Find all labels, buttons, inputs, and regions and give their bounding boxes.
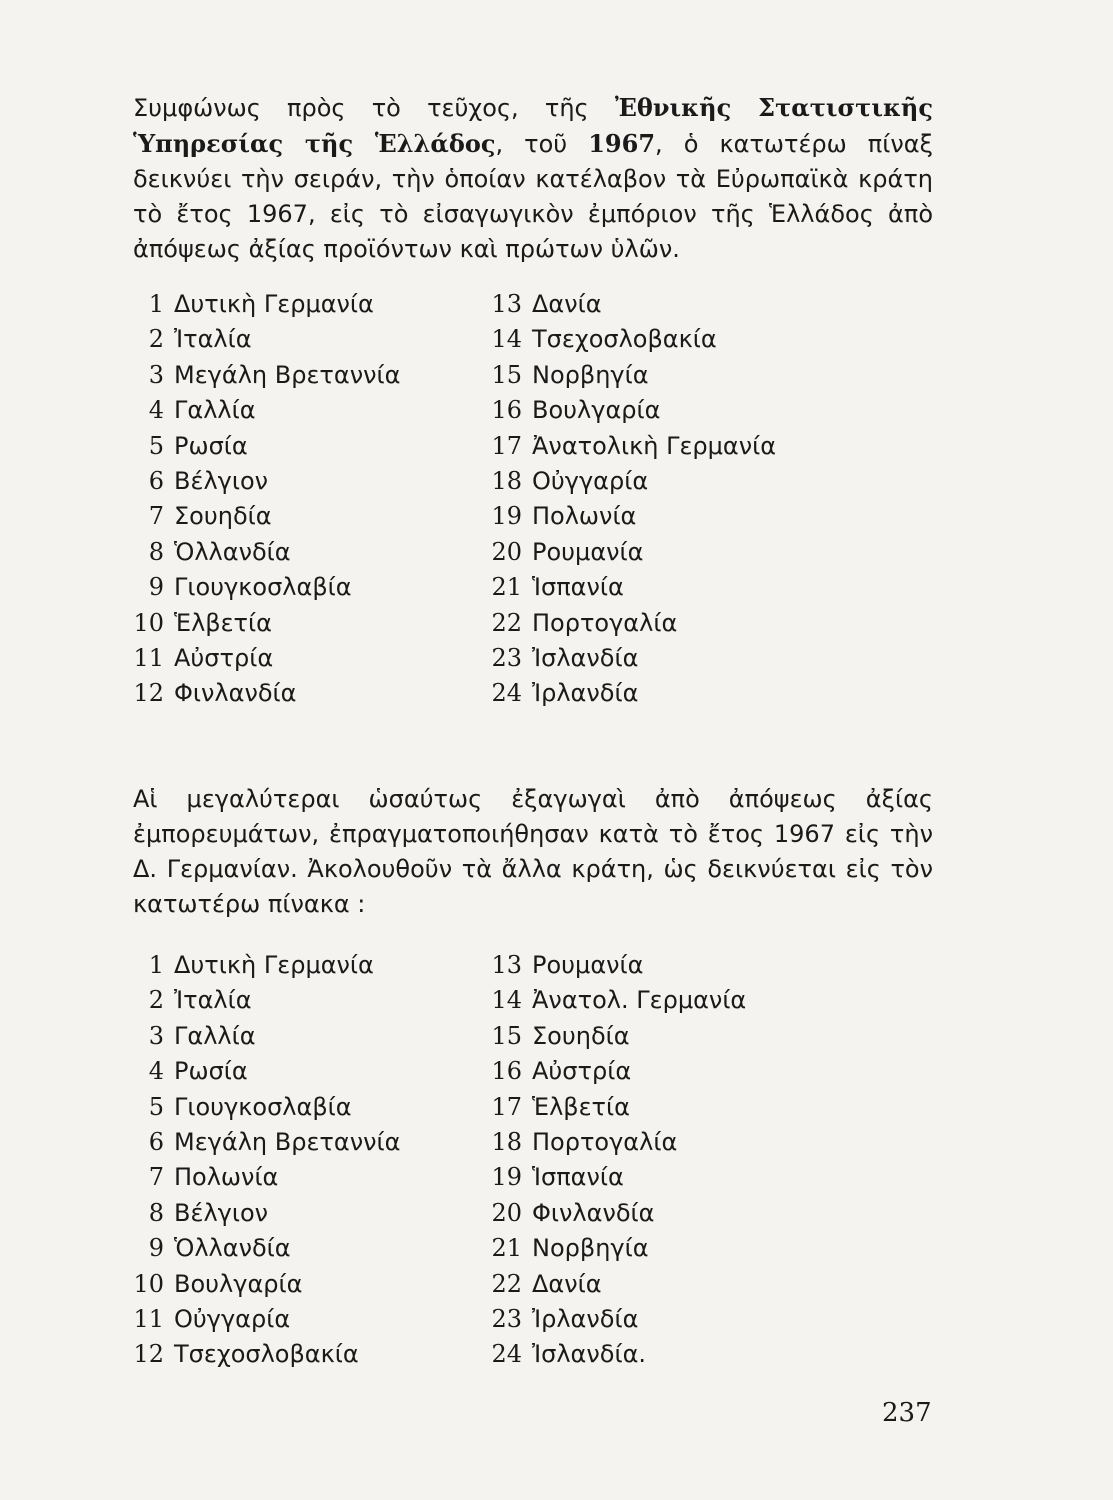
- rank-number: 9: [148, 573, 164, 602]
- country-name: Γαλλία: [174, 1021, 256, 1050]
- rank-number: 12: [133, 1340, 164, 1369]
- rank-number: 16: [491, 1057, 522, 1086]
- list-item: [128, 570, 400, 605]
- country-name: Πολωνία: [532, 502, 637, 531]
- country-name: Δυτικὴ Γερμανία: [174, 951, 374, 979]
- intro-text-2: , τοῦ: [495, 130, 589, 158]
- country-name: Σουηδία: [174, 502, 272, 531]
- rank-number: 5: [148, 431, 164, 460]
- rank-number: 23: [491, 1304, 522, 1333]
- list-item: [486, 464, 776, 499]
- list-item: [128, 499, 400, 534]
- country-name: Βέλγιον: [174, 1198, 269, 1227]
- country-name: Πορτογαλία: [532, 1127, 678, 1156]
- country-name: Ρουμανία: [532, 951, 644, 979]
- rank-number: 11: [133, 643, 164, 672]
- country-name: Ἰρλανδία: [532, 1304, 639, 1333]
- country-name: Οὐγγαρία: [532, 466, 649, 495]
- rank-number: 19: [491, 502, 522, 531]
- rank-number: 24: [491, 679, 522, 708]
- rank-number: 23: [491, 643, 522, 672]
- country-name: Πορτογαλία: [532, 608, 678, 637]
- list-item: [128, 287, 400, 322]
- list-item: [128, 1267, 400, 1302]
- rank-number: 6: [148, 466, 164, 495]
- country-name: Ὁλλανδία: [174, 537, 291, 566]
- rank-number: 1: [148, 290, 164, 318]
- rank-number: 12: [133, 679, 164, 708]
- country-name: Μεγάλη Βρεταννία: [174, 1127, 401, 1156]
- country-name: Βουλγαρία: [532, 396, 661, 425]
- country-name: Δανία: [532, 1269, 602, 1298]
- list-item: [486, 1125, 746, 1160]
- rank-number: 3: [148, 360, 164, 389]
- rank-number: 18: [491, 466, 522, 495]
- country-name: Γαλλία: [174, 396, 256, 425]
- country-name: Βέλγιον: [174, 466, 269, 495]
- list-item: [128, 429, 400, 464]
- list-item: [486, 948, 746, 983]
- country-name: Πολωνία: [174, 1163, 279, 1192]
- page-number: 237: [882, 1398, 932, 1428]
- country-name: Ἀνατολ. Γερμανία: [532, 986, 747, 1015]
- country-name: Τσεχοσλοβακία: [532, 325, 717, 354]
- country-name: Ρωσία: [174, 431, 248, 460]
- import-ranking-left-column: [128, 287, 400, 712]
- list-item: [486, 570, 776, 605]
- country-name: Οὐγγαρία: [174, 1304, 291, 1333]
- rank-number: 1: [148, 951, 164, 979]
- export-paragraph: Αἱ μεγαλύτεραι ὡσαύτως ἐξαγωγαὶ ἀπὸ ἀπόψεως ἀξίας ἐμπορευμάτων, ἐπραγματοποιήθησαν κατὰ τὸ ἔτος 1967 εἰς τὴν Δ. Γερμανίαν. Ἀκολουθοῦν τὰ ἄλλα κράτη, ὡς δεικνύεται εἰς τὸν κατωτέρω πίνακα :: [133, 785, 933, 918]
- rank-number: 9: [148, 1234, 164, 1263]
- country-name: Ρωσία: [174, 1057, 248, 1086]
- list-item: [128, 393, 400, 428]
- intro-text-1: Συμφώνως πρὸς τὸ τεῦχος, τῆς: [133, 94, 615, 122]
- rank-number: 22: [491, 1269, 522, 1298]
- rank-number: 4: [148, 1057, 164, 1086]
- list-item: [128, 1090, 400, 1125]
- list-item: [486, 322, 776, 357]
- rank-number: 15: [491, 360, 522, 389]
- intro-bold-agency: Ἐθνικῆς Στατιστικῆς Ὑπηρεσίας τῆς Ἑλλάδος: [133, 93, 933, 158]
- country-name: Ἰσλανδία.: [532, 1340, 647, 1369]
- rank-number: 15: [491, 1021, 522, 1050]
- rank-number: 4: [148, 396, 164, 425]
- country-name: Νορβηγία: [532, 360, 649, 389]
- list-item: [486, 606, 776, 641]
- list-item: [486, 1054, 746, 1089]
- rank-number: 14: [491, 325, 522, 354]
- list-item: [128, 322, 400, 357]
- list-item: [128, 1019, 400, 1054]
- rank-number: 18: [491, 1127, 522, 1156]
- list-item: [486, 641, 776, 676]
- country-name: Σουηδία: [532, 1021, 630, 1050]
- list-item: [486, 983, 746, 1018]
- rank-number: 21: [491, 573, 522, 602]
- rank-number: 14: [491, 986, 522, 1015]
- country-name: Ὁλλανδία: [174, 1234, 291, 1263]
- list-item: [128, 1231, 400, 1266]
- country-name: Γιουγκοσλαβία: [174, 573, 352, 602]
- country-name: Νορβηγία: [532, 1234, 649, 1263]
- list-item: [486, 358, 776, 393]
- rank-number: 21: [491, 1234, 522, 1263]
- list-item: [128, 464, 400, 499]
- country-name: Φινλανδία: [532, 1198, 655, 1227]
- country-name: Ρουμανία: [532, 537, 644, 566]
- country-name: Ἰταλία: [174, 986, 252, 1015]
- list-item: [128, 1054, 400, 1089]
- list-item: [486, 429, 776, 464]
- country-name: Αὐστρία: [174, 643, 274, 672]
- rank-number: 24: [491, 1340, 522, 1369]
- list-item: [486, 1231, 746, 1266]
- country-name: Δυτικὴ Γερμανία: [174, 290, 374, 318]
- rank-number: 17: [491, 431, 522, 460]
- country-name: Φινλανδία: [174, 679, 297, 708]
- list-item: [128, 948, 400, 983]
- list-item: [128, 983, 400, 1018]
- country-name: Ἑλβετία: [532, 1092, 630, 1121]
- country-name: Ἑλβετία: [174, 608, 272, 637]
- list-item: [486, 1090, 746, 1125]
- rank-number: 16: [491, 396, 522, 425]
- list-item: [486, 393, 776, 428]
- country-name: Ἀνατολικὴ Γερμανία: [532, 431, 777, 460]
- rank-number: 20: [491, 537, 522, 566]
- country-name: Τσεχοσλοβακία: [174, 1340, 359, 1369]
- intro-paragraph: [133, 90, 933, 267]
- list-item: [128, 606, 400, 641]
- rank-number: 17: [491, 1092, 522, 1121]
- country-name: Γιουγκοσλαβία: [174, 1092, 352, 1121]
- rank-number: 8: [148, 537, 164, 566]
- list-item: [486, 1196, 746, 1231]
- list-item: [486, 1160, 746, 1195]
- country-name: Ἱσπανία: [532, 1163, 624, 1192]
- rank-number: 7: [148, 1163, 164, 1192]
- list-item: [128, 641, 400, 676]
- list-item: [486, 1019, 746, 1054]
- list-item: [486, 1302, 746, 1337]
- country-name: Μεγάλη Βρεταννία: [174, 360, 401, 389]
- rank-number: 2: [148, 325, 164, 354]
- country-name: Ἰταλία: [174, 325, 252, 354]
- rank-number: 13: [491, 290, 522, 318]
- rank-number: 2: [148, 986, 164, 1015]
- country-name: Δανία: [532, 290, 602, 318]
- country-name: Ἰσλανδία: [532, 643, 639, 672]
- rank-number: 10: [133, 608, 164, 637]
- import-ranking-right-column: [486, 287, 776, 712]
- rank-number: 8: [148, 1198, 164, 1227]
- country-name: Βουλγαρία: [174, 1269, 303, 1298]
- rank-number: 7: [148, 502, 164, 531]
- rank-number: 19: [491, 1163, 522, 1192]
- rank-number: 6: [148, 1127, 164, 1156]
- list-item: [486, 287, 776, 322]
- rank-number: 20: [491, 1198, 522, 1227]
- list-item: [486, 499, 776, 534]
- intro-text-3: , ὁ κατωτέρω πίναξ δεικνύει τὴν σειράν, τὴν ὁποίαν κατέλαβον τὰ Εὐρωπαϊκὰ κράτη τὸ ἔτος 1967, εἰς τὸ εἰσαγωγικὸν ἐμπόριον τῆς Ἑλλάδος ἀπὸ ἀπόψεως ἀξίας προϊόντων καὶ πρώτων ὑλῶν.: [133, 130, 933, 263]
- export-ranking-right-column: [486, 948, 746, 1373]
- rank-number: 3: [148, 1021, 164, 1050]
- country-name: Αὐστρία: [532, 1057, 632, 1086]
- list-item: [128, 1196, 400, 1231]
- list-item: [128, 1337, 400, 1372]
- country-name: Ἱσπανία: [532, 573, 624, 602]
- rank-number: 11: [133, 1304, 164, 1333]
- country-name: Ἰρλανδία: [532, 679, 639, 708]
- rank-number: 22: [491, 608, 522, 637]
- list-item: [128, 1160, 400, 1195]
- list-item: [486, 676, 776, 711]
- list-item: [128, 535, 400, 570]
- list-item: [486, 1267, 746, 1302]
- list-item: [128, 676, 400, 711]
- rank-number: 10: [133, 1269, 164, 1298]
- list-item: [128, 1302, 400, 1337]
- intro-bold-year: 1967: [588, 129, 656, 158]
- list-item: [486, 1337, 746, 1372]
- list-item: [128, 358, 400, 393]
- rank-number: 5: [148, 1092, 164, 1121]
- rank-number: 13: [491, 951, 522, 979]
- export-ranking-left-column: [128, 948, 400, 1373]
- list-item: [128, 1125, 400, 1160]
- list-item: [486, 535, 776, 570]
